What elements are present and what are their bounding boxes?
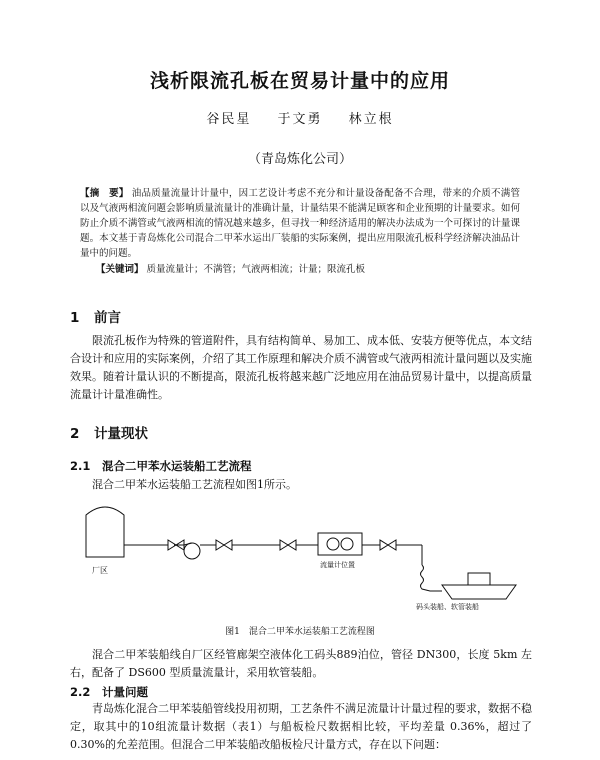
label-ship: 码头装船、软管装船 <box>416 603 479 611</box>
subsection-title: 计量问题 <box>102 685 148 699</box>
subsection-2-1-paragraph: 混合二甲苯水运装船工艺流程如图1所示。 <box>92 478 297 491</box>
section-number: 1 <box>70 310 80 326</box>
author-name: 于文勇 <box>277 112 323 127</box>
keywords-label: 【关键词】 <box>96 264 144 275</box>
valve-icon <box>280 540 296 550</box>
subsection-number: 2.2 <box>70 685 91 699</box>
loading-hose <box>421 565 443 591</box>
subsection-heading-2-2 <box>70 684 148 700</box>
process-flow-diagram <box>70 495 532 615</box>
section-title: 计量现状 <box>94 426 148 442</box>
ship-hull <box>442 585 516 599</box>
label-meter: 流量计位置 <box>320 561 355 569</box>
abstract-text: 油品质量流量计计量中，因工艺设计考虑不充分和计量设备配备不合理，带来的介质不满管以及气液两相流问题会影响质量流量计的准确计量，计量结果不能满足顾客和企业预期的计量要求。如何防止介质不满管或气液两相流的情况越来越多，但寻找一种经济适用的解决办法成为一个可探讨的计量课题。本文基于青岛炼化公司混合二甲苯水运出厂装船的实际案例，提出应用限流孔板科学经济解决油品计量中的问题。 <box>80 188 520 259</box>
affiliation: （青岛炼化公司） <box>247 152 352 167</box>
figure-caption: 图1 混合二甲苯水运装船工艺流程图 <box>225 627 375 637</box>
author-name: 谷民星 <box>206 112 252 127</box>
subsection-heading-2-1 <box>70 458 252 474</box>
pump-icon <box>184 543 200 559</box>
author-name: 林立根 <box>348 112 394 127</box>
section-title: 前言 <box>94 310 121 326</box>
section-number: 2 <box>70 426 80 442</box>
section-heading-1 <box>70 306 121 326</box>
keywords-text: 质量流量计；不满管；气液两相流；计量；限流孔板 <box>146 264 366 275</box>
abstract <box>80 186 520 261</box>
subsection-number: 2.1 <box>70 459 91 473</box>
abstract-label: 【摘 要】 <box>80 188 129 199</box>
subsection-title: 混合二甲苯水运装船工艺流程 <box>102 459 252 473</box>
paper-title: 浅析限流孔板在贸易计量中的应用 <box>149 70 450 92</box>
valve-icon <box>380 540 396 550</box>
section-heading-2 <box>70 422 148 442</box>
section-1-paragraph: 限流孔板作为特殊的管道附件，具有结构简单、易加工、成本低、安装方便等优点，本文结合设计和应用的实际案例，介绍了其工作原理和解决介质不满管或气液两相流计量问题以及实施效果。随着计量认识的不断提高，限流孔板将越来越广泛地应用在油品贸易计量中，以提高质量流量计计量准确性。 <box>70 334 532 401</box>
subsection-2-2-paragraph: 青岛炼化混合二甲苯装船管线投用初期，工艺条件不满足流量计计量过程的要求，数据不稳定，取其中的10组流量计数据（表1）与船板检尺数据相比较，平均差量 0.36%，超过了 0.30%的允差范围。但混合二甲苯装船改船板检尺计量方式，存在以下问题： <box>70 702 532 751</box>
subsection-2-2-intro-paragraph: 混合二甲苯装船线自厂区经管廊架空液体化工码头889泊位，管径 DN300，长度 5km 左右，配备了 DS600 型质量流量计，采用软管装船。 <box>70 648 532 679</box>
label-tank: 厂区 <box>92 566 108 575</box>
ship-cabin <box>468 573 490 585</box>
process-flow-figure <box>70 495 532 615</box>
keywords <box>96 263 516 277</box>
storage-tank <box>86 507 124 557</box>
author-list <box>0 108 600 127</box>
valve-icon <box>216 540 232 550</box>
flow-meter <box>318 533 362 555</box>
